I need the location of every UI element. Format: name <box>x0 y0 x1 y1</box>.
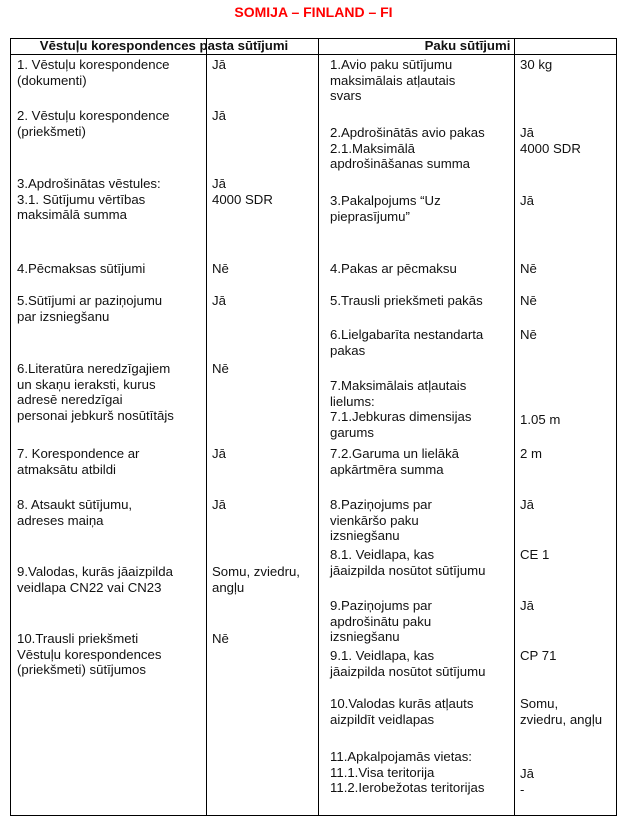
left-value-5: Jā <box>212 293 226 308</box>
right-value-9: Jā <box>520 497 534 512</box>
left-label-3: 3.Apdrošinātas vēstules: 3.1. Sūtījumu vērtības maksimālā summa <box>17 176 161 222</box>
col-divider <box>206 38 207 816</box>
left-value-9: Somu, zviedru, angļu <box>212 564 300 595</box>
right-value-3: Jā <box>520 193 534 208</box>
right-value-13: Somu, zviedru, angļu <box>520 696 603 727</box>
right-label-9: 8.Paziņojums par vienkāršo paku izsniegšanu <box>330 497 432 543</box>
right-value-10: CE 1 <box>520 547 550 562</box>
left-value-7: Jā <box>212 446 226 461</box>
right-value-8: 2 m <box>520 446 542 461</box>
right-label-13: 10.Valodas kurās atļauts aizpildīt veidlapas <box>330 696 474 727</box>
header-letters: Vēstuļu korespondences pasta sūtījumi <box>39 38 289 53</box>
col-divider <box>514 38 515 816</box>
right-label-11: 9.Paziņojums par apdrošinātu paku izsniegšanu <box>330 598 432 644</box>
right-value-5: Nē <box>520 293 537 308</box>
left-value-8: Jā <box>212 497 226 512</box>
left-label-8: 8. Atsaukt sūtījumu, adreses maiņa <box>17 497 133 528</box>
left-value-10: Nē <box>212 631 229 646</box>
right-value-1: 30 kg <box>520 57 553 72</box>
right-value-11: Jā <box>520 598 534 613</box>
left-label-4: 4.Pēcmaksas sūtījumi <box>17 261 146 276</box>
left-label-10: 10.Trausli priekšmeti Vēstuļu korespondences (priekšmeti) sūtījumos <box>17 631 162 677</box>
right-label-12: 9.1. Veidlapa, kas jāaizpilda nosūtot sūtījumu <box>330 648 486 679</box>
left-label-1: 1. Vēstuļu korespondence (dokumenti) <box>17 57 170 88</box>
header-divider <box>10 54 617 55</box>
right-label-7: 7.Maksimālais atļautais lielums: 7.1.Jebkuras dimensijas garums <box>330 378 472 440</box>
left-value-3: Jā 4000 SDR <box>212 176 273 207</box>
right-label-4: 4.Pakas ar pēcmaksu <box>330 261 457 276</box>
left-label-7: 7. Korespondence ar atmaksātu atbildi <box>17 446 140 477</box>
left-value-6: Nē <box>212 361 229 376</box>
right-label-14: 11.Apkalpojamās vietas: 11.1.Visa teritorija 11.2.Ierobežotas teritorijas <box>330 749 485 795</box>
page-title: SOMIJA – FINLAND – FI <box>234 4 393 20</box>
right-value-12: CP 71 <box>520 648 557 663</box>
right-value-7: 1.05 m <box>520 412 561 427</box>
right-value-2: Jā 4000 SDR <box>520 125 581 156</box>
right-label-5: 5.Trausli priekšmeti pakās <box>330 293 483 308</box>
col-divider <box>318 38 319 816</box>
right-label-2: 2.Apdrošinātās avio pakas 2.1.Maksimālā apdrošināšanas summa <box>330 125 485 171</box>
left-label-6: 6.Literatūra neredzīgajiem un skaņu ieraksti, kurus adresē neredzīgai personai jebkurš nosūtītājs <box>17 361 174 423</box>
right-value-14: Jā - <box>520 766 534 797</box>
left-value-2: Jā <box>212 108 226 123</box>
left-value-1: Jā <box>212 57 226 72</box>
right-label-3: 3.Pakalpojums “Uz pieprasījumu” <box>330 193 441 224</box>
left-value-4: Nē <box>212 261 229 276</box>
left-label-5: 5.Sūtījumi ar paziņojumu par izsniegšanu <box>17 293 163 324</box>
left-label-9: 9.Valodas, kurās jāaizpilda veidlapa CN22 vai CN23 <box>17 564 173 595</box>
right-label-6: 6.Lielgabarīta nestandarta pakas <box>330 327 484 358</box>
header-parcels: Paku sūtījumi <box>424 38 511 53</box>
right-value-4: Nē <box>520 261 537 276</box>
right-label-10: 8.1. Veidlapa, kas jāaizpilda nosūtot sūtījumu <box>330 547 486 578</box>
left-label-2: 2. Vēstuļu korespondence (priekšmeti) <box>17 108 170 139</box>
right-value-6: Nē <box>520 327 537 342</box>
right-label-8: 7.2.Garuma un lielākā apkārtmēra summa <box>330 446 460 477</box>
right-label-1: 1.Avio paku sūtījumu maksimālais atļautais svars <box>330 57 456 103</box>
